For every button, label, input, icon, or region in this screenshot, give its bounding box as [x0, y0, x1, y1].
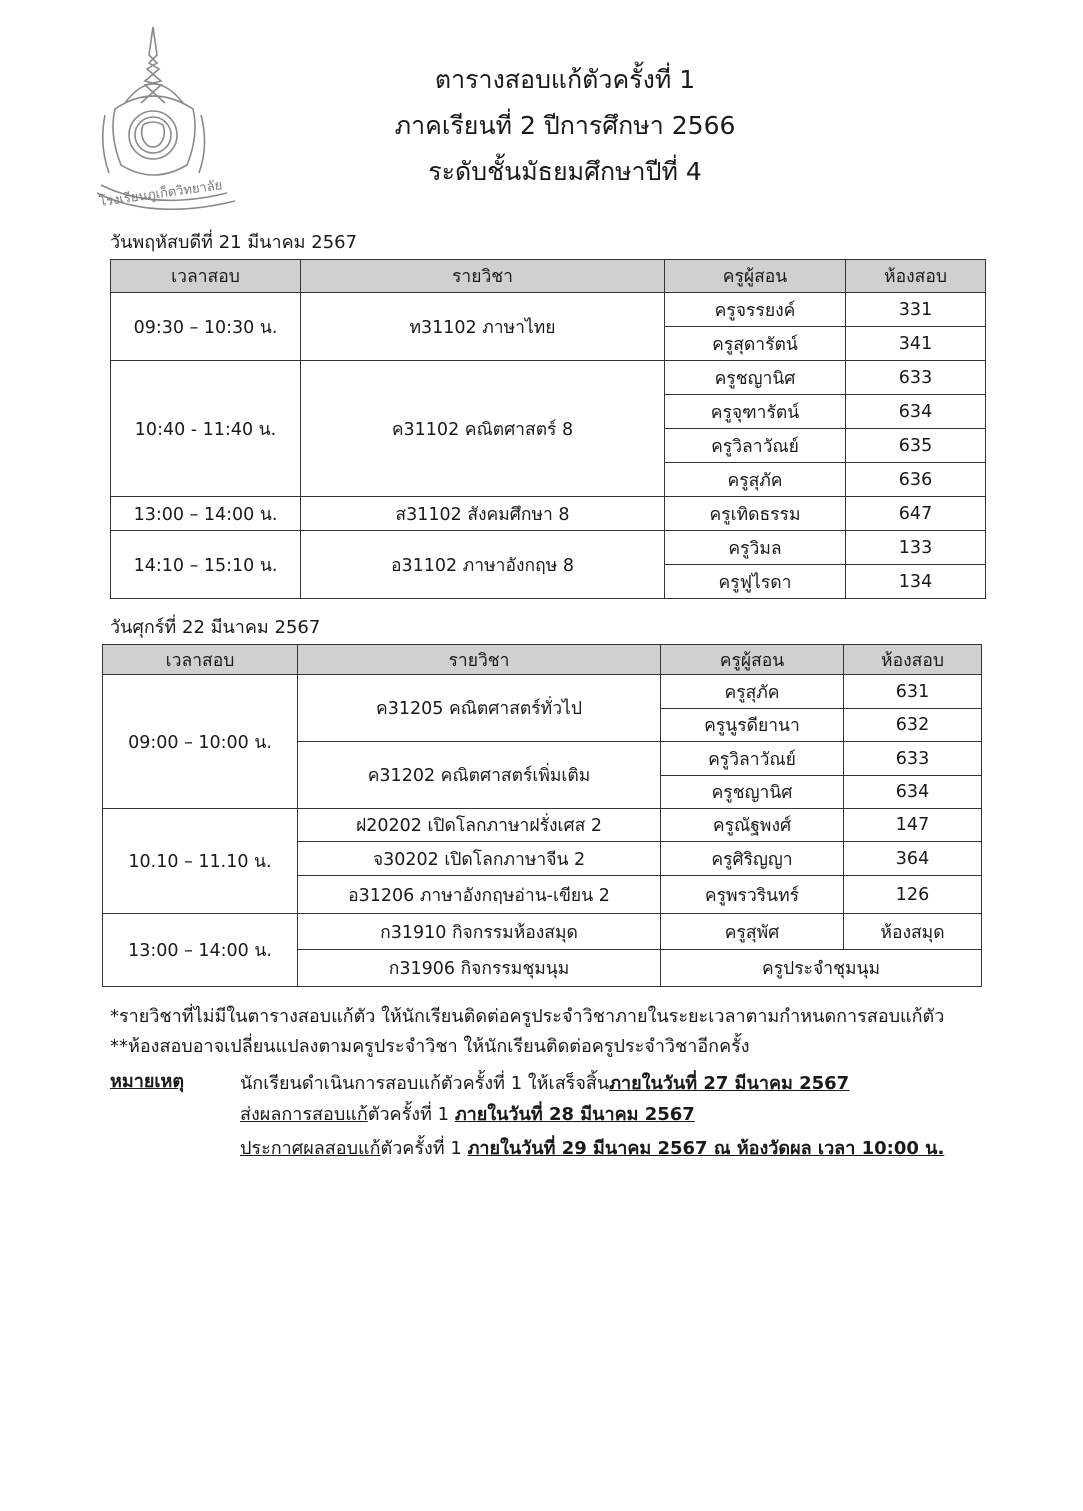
remark-deadline: ภายในวันที่ 28 มีนาคม 2567	[454, 1104, 695, 1125]
subject-cell: ส31102 สังคมศึกษา 8	[301, 497, 665, 531]
table-row	[111, 531, 986, 565]
teacher-cell: ครูเทิดธรรม	[665, 497, 846, 531]
time-cell: 10.10 – 11.10 น.	[103, 809, 298, 914]
subject-cell: ค31102 คณิตศาสตร์ 8	[301, 361, 665, 497]
table-row	[103, 809, 982, 842]
day1-schedule-table	[110, 259, 986, 599]
table-header-row	[111, 260, 986, 293]
room-cell: 341	[846, 327, 986, 361]
teacher-cell: ครูณัฐพงศ์	[661, 809, 844, 842]
svg-text:โรงเรียนภูเก็ตวิทยาลัย: โรงเรียนภูเก็ตวิทยาลัย	[98, 178, 224, 210]
col-header-teacher: ครูผู้สอน	[661, 645, 844, 675]
room-cell: 632	[844, 709, 982, 742]
remark-line-announce-results	[240, 1133, 944, 1162]
room-cell: 133	[846, 531, 986, 565]
room-cell: 634	[846, 395, 986, 429]
remark-text-underlined: ประกาศผลสอบแก้	[240, 1138, 381, 1159]
room-cell: 134	[846, 565, 986, 599]
room-cell: 126	[844, 876, 982, 914]
teacher-cell: ครูพรวรินทร์	[661, 876, 844, 914]
teacher-cell: ครูวิมล	[665, 531, 846, 565]
subject-cell: ฝ20202 เปิดโลกภาษาฝรั่งเศส 2	[298, 809, 661, 842]
teacher-cell: ครูสุภัค	[661, 675, 844, 709]
teacher-cell: ครูสุพัศ	[661, 914, 844, 950]
col-header-subject: รายวิชา	[301, 260, 665, 293]
remark-text: นักเรียนดำเนินการสอบแก้ตัวครั้งที่ 1 ให้เสร็จสิ้น	[240, 1073, 610, 1094]
footnote-room-change: **ห้องสอบอาจเปลี่ยนแปลงตามครูประจำวิชา ให้นักเรียนติดต่อครูประจำวิชาอีกครั้ง	[110, 1036, 750, 1057]
table-row	[111, 293, 986, 327]
subject-cell: จ30202 เปิดโลกภาษาจีน 2	[298, 842, 661, 876]
table-row	[103, 914, 982, 950]
remark-line-submit-results	[240, 1099, 695, 1128]
teacher-cell: ครูสุดารัตน์	[665, 327, 846, 361]
teacher-cell: ครูนูรดียานา	[661, 709, 844, 742]
teacher-cell: ครูฟูไรดา	[665, 565, 846, 599]
subject-cell: ค31205 คณิตศาสตร์ทั่วไป	[298, 675, 661, 742]
school-emblem-logo	[95, 25, 245, 210]
day2-schedule-table	[102, 644, 982, 987]
remark-text: ตัวครั้งที่ 1	[367, 1104, 455, 1125]
teacher-cell: ครูศิริญญา	[661, 842, 844, 876]
day1-date-heading: วันพฤหัสบดีที่ 21 มีนาคม 2567	[110, 232, 358, 253]
time-cell: 14:10 – 15:10 น.	[111, 531, 301, 599]
subject-cell: ก31910 กิจกรรมห้องสมุด	[298, 914, 661, 950]
time-cell: 09:30 – 10:30 น.	[111, 293, 301, 361]
subject-cell: อ31206 ภาษาอังกฤษอ่าน-เขียน 2	[298, 876, 661, 914]
semester-subtitle: ภาคเรียนที่ 2 ปีการศึกษา 2566	[394, 111, 736, 140]
teacher-cell: ครูวิลาวัณย์	[661, 742, 844, 776]
room-cell: 147	[844, 809, 982, 842]
col-header-room: ห้องสอบ	[846, 260, 986, 293]
remark-deadline: ภายในวันที่ 29 มีนาคม 2567 ณ ห้องวัดผล เวลา 10:00 น.	[467, 1138, 945, 1159]
time-cell: 13:00 – 14:00 น.	[103, 914, 298, 987]
room-cell: 647	[846, 497, 986, 531]
room-cell: 635	[846, 429, 986, 463]
col-header-time: เวลาสอบ	[111, 260, 301, 293]
col-header-subject: รายวิชา	[298, 645, 661, 675]
room-cell: 364	[844, 842, 982, 876]
col-header-teacher: ครูผู้สอน	[665, 260, 846, 293]
teacher-cell: ครูชญานิศ	[661, 776, 844, 809]
room-cell: 636	[846, 463, 986, 497]
room-cell: 331	[846, 293, 986, 327]
table-row	[111, 361, 986, 395]
teacher-cell: ครูวิลาวัณย์	[665, 429, 846, 463]
remark-line-exam-deadline	[240, 1068, 849, 1097]
grade-subtitle: ระดับชั้นมัธยมศึกษาปีที่ 4	[428, 157, 702, 186]
teacher-cell: ครูชญานิศ	[665, 361, 846, 395]
remark-text-underlined: ส่งผลการสอบแก้	[240, 1104, 368, 1125]
page-title: ตารางสอบแก้ตัวครั้งที่ 1	[434, 65, 696, 94]
room-cell: 633	[846, 361, 986, 395]
teacher-cell: ครูประจำชุมนุม	[661, 950, 982, 987]
time-cell: 13:00 – 14:00 น.	[111, 497, 301, 531]
table-row	[103, 675, 982, 709]
time-cell: 09:00 – 10:00 น.	[103, 675, 298, 809]
subject-cell: ค31202 คณิตศาสตร์เพิ่มเติม	[298, 742, 661, 809]
footnote-missing-subjects: *รายวิชาที่ไม่มีในตารางสอบแก้ตัว ให้นักเรียนติดต่อครูประจำวิชาภายในระยะเวลาตามกำหนดการสอบแก้ตัว	[110, 1006, 945, 1027]
col-header-time: เวลาสอบ	[103, 645, 298, 675]
room-cell: 631	[844, 675, 982, 709]
subject-cell: ท31102 ภาษาไทย	[301, 293, 665, 361]
teacher-cell: ครูจรรยงค์	[665, 293, 846, 327]
remark-deadline: ภายในวันที่ 27 มีนาคม 2567	[609, 1073, 850, 1094]
remark-label: หมายเหตุ	[110, 1071, 185, 1092]
room-cell: 633	[844, 742, 982, 776]
table-row	[111, 497, 986, 531]
subject-cell: อ31102 ภาษาอังกฤษ 8	[301, 531, 665, 599]
day2-date-heading: วันศุกร์ที่ 22 มีนาคม 2567	[110, 617, 321, 638]
teacher-cell: ครูสุภัค	[665, 463, 846, 497]
col-header-room: ห้องสอบ	[844, 645, 982, 675]
room-cell: 634	[844, 776, 982, 809]
time-cell: 10:40 - 11:40 น.	[111, 361, 301, 497]
remark-text: ตัวครั้งที่ 1	[380, 1138, 468, 1159]
teacher-cell: ครูจุฑารัตน์	[665, 395, 846, 429]
room-cell: ห้องสมุด	[844, 914, 982, 950]
table-header-row	[103, 645, 982, 675]
subject-cell: ก31906 กิจกรรมชุมนุม	[298, 950, 661, 987]
